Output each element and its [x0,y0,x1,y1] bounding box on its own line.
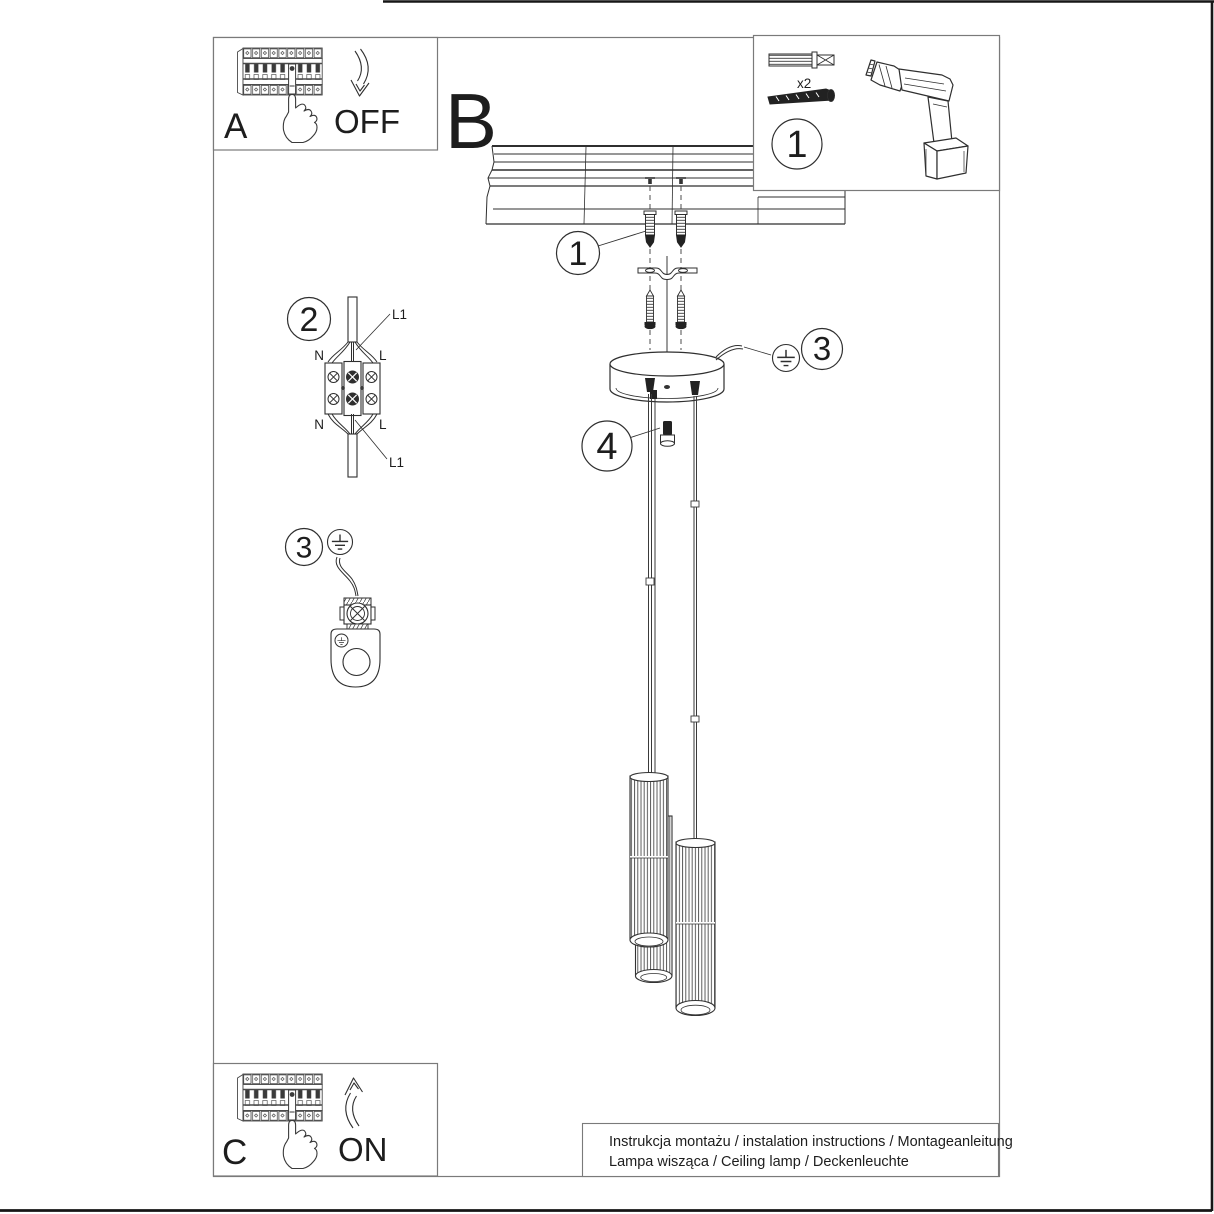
cord-stopper-detail [582,421,675,471]
pendant-lamps [630,773,715,1016]
callout-ground-right [773,329,843,372]
parts-step-number: 1 [786,124,808,166]
mounting-screw [645,290,656,329]
label-l1-top: L1 [392,307,408,322]
main-frame [214,38,1000,1177]
wires-bottom [328,414,377,434]
callout-3-left-number: 3 [295,531,313,565]
ground-wire [716,346,771,360]
center-screw [664,385,670,389]
cable-sheath-bottom [348,434,357,477]
canopy [610,352,724,402]
footer-line-1: Instrukcja montażu / instalation instructions / Montageanleitung [609,1134,1013,1150]
section-b-label: B [445,77,498,165]
label-n-top: N [314,348,324,363]
section-a-box [214,38,438,151]
earth-bracket [331,629,380,687]
callout-1-number: 1 [568,235,588,273]
wall-anchors [644,211,687,247]
cable-sheath-top [348,297,357,342]
label-l1-bottom: L1 [389,455,405,470]
footer-line-2: Lampa wisząca / Ceiling lamp / Deckenleuchte [609,1154,909,1170]
earth-wire [336,557,358,596]
wiring-diagram [288,297,408,477]
label-l-bottom: L [379,417,387,432]
footer-box [583,1124,1013,1177]
section-c-box [214,1064,438,1177]
earth-clamp [340,598,375,629]
pendant-lamp-front [630,773,668,948]
callout-2-number: 2 [299,301,319,339]
mounting-screw [676,290,687,329]
ceiling-screw-marks [645,178,686,184]
terminal-block [325,362,380,416]
cord-joint [646,578,654,585]
outer-sheet-frame [0,2,1214,1212]
cord-joint [691,716,699,722]
callout-3-number: 3 [812,330,832,367]
section-a-label: A [224,107,248,146]
anchor-qty-label: x2 [797,76,812,91]
wall-anchor [675,211,687,247]
callout-anchor-step [557,231,647,275]
section-c-label: C [222,1133,248,1172]
callout-4-number: 4 [596,426,618,468]
mounting-screws [645,290,687,329]
earth-connector-diagram [286,529,381,688]
pendant-lamp-right [676,839,715,1016]
power-on-label: ON [338,1131,388,1168]
wall-anchor [644,211,656,247]
cord-joint [691,501,699,507]
parts-box [754,36,1000,191]
wires-top [328,342,377,363]
power-off-label: OFF [334,103,400,140]
label-n-bottom: N [314,417,324,432]
label-l-top: L [379,348,387,363]
